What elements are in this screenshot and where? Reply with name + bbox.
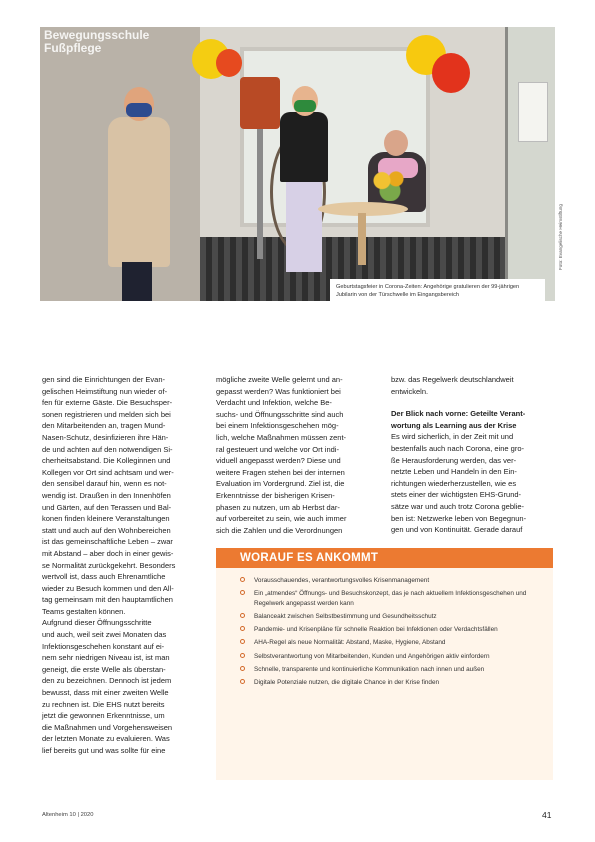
photo-notice-sheet [518, 82, 548, 142]
column-1-text: gen sind die Einrichtungen der Evan- gelischen Heimstiftung nun wieder of- fen für externe Gäste. Die Besuchsper- sonen registrieren und melden sich bei den Mitarbeitenden an, tragen Mund- Nasen-Schutz, desinfizieren ihre Hän- de und achten auf den notwendigen Si- cherheitsabstand. Die Kolleginnen und Kollegen vor Ort sind achtsam und wer- den sensibel darauf hin, wenn es not- wendig ist. Draußen in den Innenhöfen und Gärten, auf den Terassen und Bal- konen finden kleinere Veranstaltungen statt und auch auf den Wohnbereichen ist das gemeinschaftliche Leben – zwar mit Abstand – aber doch in einer gewis- se Normalität zurückgekehrt. Besonders wertvoll ist, dass auch Ehrenamtliche wieder zu Besuch kommen und den All- tag gemeinsam mit den hauptamtlichen Teams gestalten können. Aufgrund dieser Öffnungsschritte und auch, weil seit zwei Monaten das Infektionsgeschehen konstant auf ei- nem sehr niedrigen Niveau ist, ist man geneigt, die erste Welle als überstan- den zu bezeichnen. Dennoch ist jedem bewusst, dass mit einer zweiten Welle zu rechnen ist. Die EHS nutzt bereits jetzt die gewonnen Erkenntnisse, um die Maßnahmen und Vorgehensweisen der letzten Monate zu evaluieren. Was lief bereits gut und was sollte für eine [42, 375, 176, 755]
circle-bullet-icon [240, 590, 245, 595]
column-3-intro: bzw. das Regelwerk deutschlandweit entwickeln. [391, 375, 514, 396]
info-box [216, 548, 553, 780]
circle-bullet-icon [240, 577, 245, 582]
article-column-1 [42, 374, 205, 757]
list-item: Digitale Potenziale nutzen, die digitale Chance in der Krise finden [240, 678, 539, 688]
photo-right-window [505, 27, 555, 301]
photo-window-signage: Bewegungsschule Fußpflege [44, 28, 150, 55]
list-item: Ein „atmendes“ Öffnungs- und Besuchskonzept, das je nach aktuellem Infektionsgeschehen und Regelwerk angepasst werden kann [240, 589, 539, 608]
info-box-list [216, 568, 553, 688]
photo-person-visitor [102, 67, 174, 301]
info-box-title: WORAUF ES ANKOMMT [216, 548, 553, 568]
photo-person-staff [276, 72, 332, 272]
publication-footer: Altenheim 10 | 2020 [42, 812, 94, 818]
circle-bullet-icon [240, 666, 245, 671]
list-item: AHA-Regel als neue Normalität: Abstand, Maske, Hygiene, Abstand [240, 638, 539, 648]
photo-credit: Foto: Evangelische Heimstiftung [558, 204, 563, 270]
list-item: Selbstverantwortung von Mitarbeitenden, Kunden und Angehörigen aktiv einfordern [240, 652, 539, 662]
photo-flower-bouquet [370, 167, 410, 201]
photo-caption: Geburtstagsfeier in Corona-Zeiten: Angehörige gratulieren der 99-jährigen Jubilarin von der Türschwelle im Eingangsbereich [330, 279, 545, 301]
column-3-text: Es wird sicherlich, in der Zeit mit und bestenfalls auch nach Corona, eine gro- ße Herausforderung werden, das ver- netzte Leben und Handeln in den Ein- richtungen wiederherzustellen, wie es stets einer der wichtigsten EHS-Grund- sätze war und auch trotz Corona geblie- ben ist: Netzwerke leben von Begegnun- gen und von Kontinuität. Gerade darauf [391, 432, 527, 535]
article-column-2 [216, 374, 379, 536]
event-photo [40, 27, 555, 301]
circle-bullet-icon [240, 639, 245, 644]
photo-table-leg [358, 213, 366, 265]
list-item: Schnelle, transparente und kontinuierliche Kommunikation nach innen und außen [240, 665, 539, 675]
list-item: Vorausschauendes, verantwortungsvolles Krisenmanagement [240, 576, 539, 586]
balloon-red-right [432, 53, 470, 93]
list-item: Balanceakt zwischen Selbstbestimmung und Gesundheitsschutz [240, 612, 539, 622]
page-number: 41 [542, 810, 552, 820]
balloon-orange-left [216, 49, 242, 77]
column-2-text: mögliche zweite Welle gelernt und an- gepasst werden? Was funktioniert bei Verdacht und Infektion, welche Be- suchs- und Öffnungsschritte sind auch bei einem Infektionsgeschehen mög- lich, welche Maßnahmen müssen zent- ral gesteuert und welche vor Ort indi- viduell angepasst werden? Diese und weitere Fragen stehen bei der internen Evaluation im Vordergrund. Ziel ist, die Erkenntnisse der bisherigen Krisen- phasen zu nutzen, um ab Herbst dar- auf vorbereitet zu sein, wie auch immer sich die Zahlen und die Verordnungen [216, 375, 347, 535]
circle-bullet-icon [240, 653, 245, 658]
circle-bullet-icon [240, 613, 245, 618]
circle-bullet-icon [240, 679, 245, 684]
list-item: Pandemie- und Krisenpläne für schnelle Reaktion bei Infektionen oder Verdachtsfällen [240, 625, 539, 635]
article-column-3 [391, 374, 553, 536]
column-3-subheading: Der Blick nach vorne: Geteilte Verant- wortung als Learning aus der Krise [391, 409, 526, 430]
circle-bullet-icon [240, 626, 245, 631]
